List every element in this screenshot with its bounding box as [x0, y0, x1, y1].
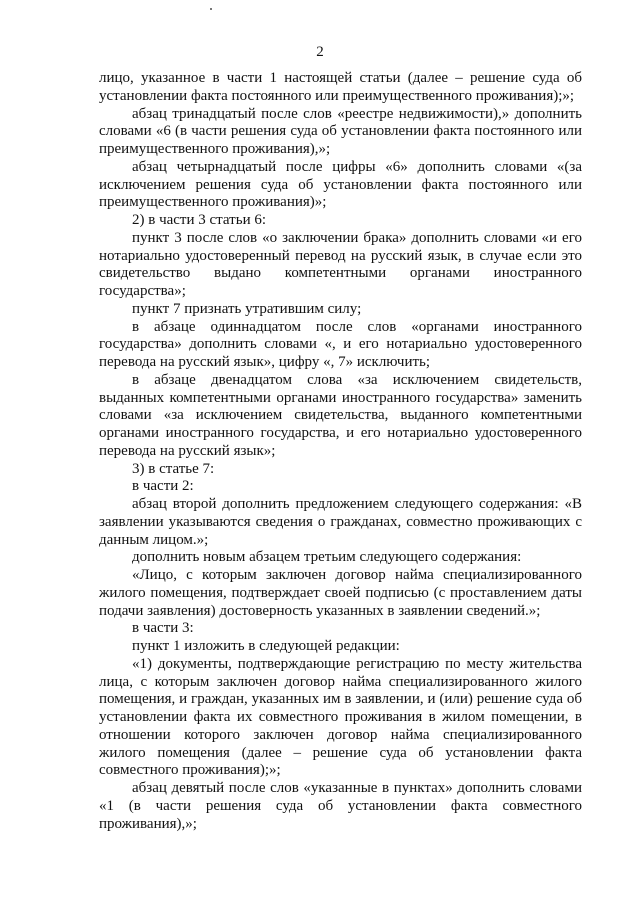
paragraph: в абзаце двенадцатом слова «за исключением свидетельств, выданных компетентными органами иностранного государства» заменить словами «за исключением свидетельства, выданного компетентными органами иностранного государства, и его нотариально удостоверенного перевода на русский язык»;: [99, 371, 582, 459]
paragraph: в абзаце одиннадцатом после слов «органами иностранного государства» дополнить словами «, и его нотариально удостоверенного перевода на русский язык», цифру «, 7» исключить;: [99, 318, 582, 370]
paragraph: в части 2:: [132, 478, 194, 495]
paragraph: пункт 3 после слов «о заключении брака» дополнить словами «и его нотариально удостоверенный перевод на русский язык, в случае если это свидетельство выдано компетентными органами иностранного государства»;: [99, 229, 582, 299]
scan-speck: [210, 8, 212, 10]
page-number: 2: [316, 44, 324, 60]
paragraph-continuation: лицо, указанное в части 1 настоящей статьи (далее – решение суда об установлении факта постоянного или преимущественного проживания);»;: [99, 70, 582, 104]
paragraph: пункт 7 признать утратившим силу;: [132, 300, 362, 317]
paragraph: дополнить новым абзацем третьим следующего содержания:: [132, 549, 522, 566]
paragraph: абзац четырнадцатый после цифры «6» дополнить словами «(за исключением решения суда об установлении факта постоянного или преимущественного проживания)»;: [99, 158, 582, 211]
paragraph: абзац тринадцатый после слов «реестре недвижимости),» дополнить словами «6 (в части решения суда об установлении факта постоянного или преимущественного проживания),»;: [99, 105, 582, 157]
paragraph: в части 3:: [132, 620, 194, 637]
paragraph: 3) в статье 7:: [132, 460, 215, 477]
document-body: [99, 70, 582, 833]
paragraph: «1) документы, подтверждающие регистрацию по месту жительства лица, с которым заключен договор найма специализированного жилого помещения, и граждан, указанных им в заявлении, и (или) решение суда об установлении факта их совместного проживания в жилом помещении, в отношении которого заключен договор найма специализированного жилого помещения (далее – решение суда об установлении факта совместного проживания);»;: [99, 655, 582, 779]
paragraph: «Лицо, с которым заключен договор найма специализированного жилого помещения, подтверждает своей подписью (с проставлением даты подачи заявления) достоверность указанных в заявлении сведений.»;: [99, 567, 582, 619]
paragraph: абзац девятый после слов «указанные в пунктах» дополнить словами «1 (в части решения суда об установлении факта совместного проживания),»;: [99, 780, 582, 832]
paragraph: пункт 1 изложить в следующей редакции:: [132, 638, 400, 654]
paragraph: 2) в части 3 статьи 6:: [132, 212, 267, 228]
paragraph: абзац второй дополнить предложением следующего содержания: «В заявлении указываются сведения о гражданах, совместно проживающих с данным лицом.»;: [99, 496, 582, 548]
